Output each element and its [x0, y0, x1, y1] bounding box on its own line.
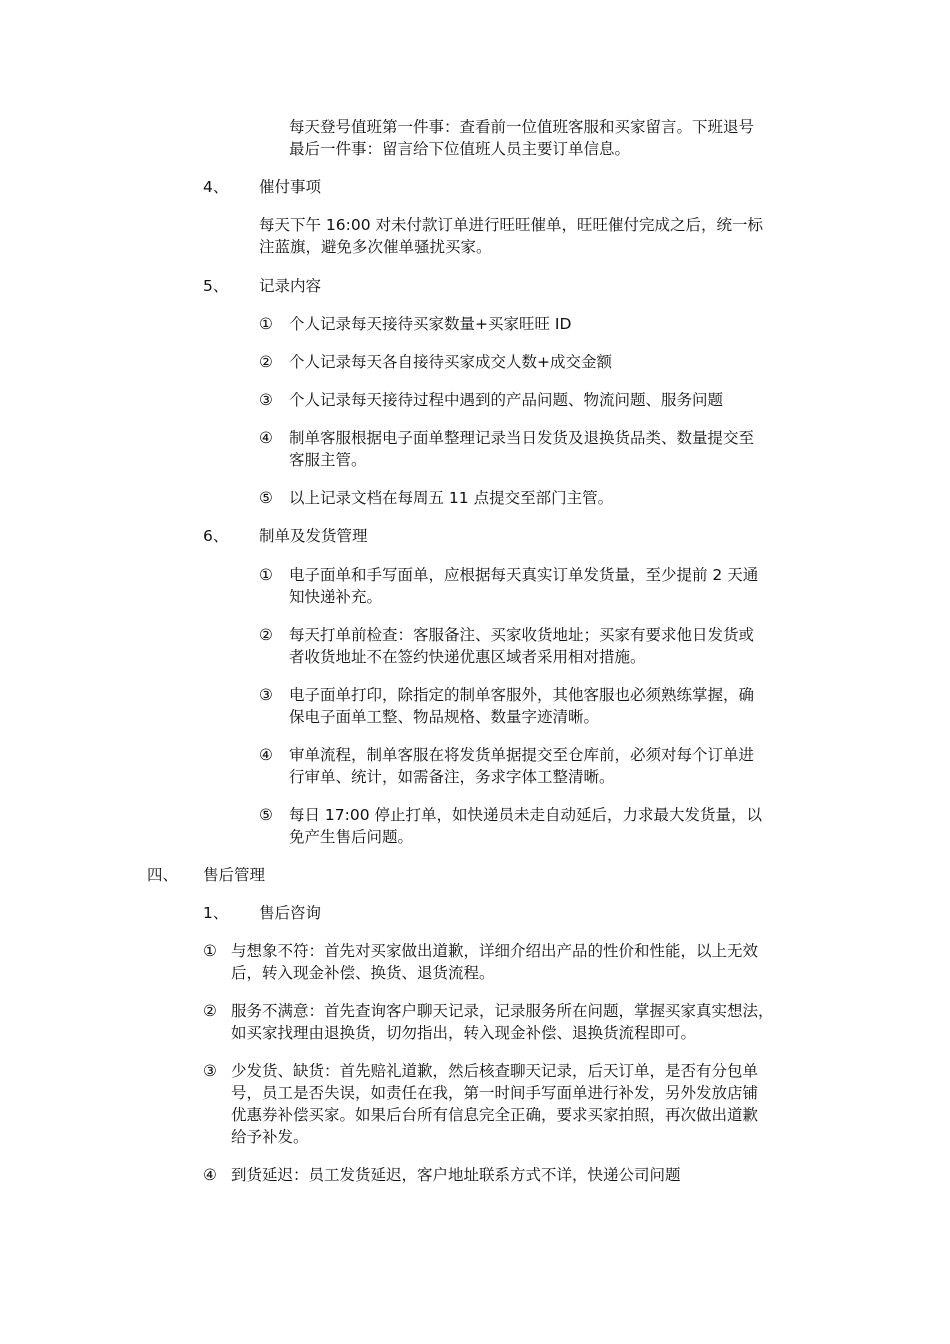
text-line: 者收货地址不在签约快递优惠区域者采用相对措施。	[289, 648, 646, 666]
section-paragraph	[259, 214, 829, 258]
text-line: 审单流程，制单客服在将发货单据提交至仓库前，必须对每个订单进	[289, 746, 755, 764]
list-item	[289, 684, 829, 728]
list-marker: ④	[203, 1166, 217, 1184]
section-number: 5、	[203, 277, 229, 295]
text-line: 后，转入现金补偿、换货、退货流程。	[231, 964, 495, 982]
text-line: 每日 17:00 停止打单，如快递员未走自动延后，力求最大发货量，以	[289, 806, 763, 824]
text-line: 知快递补充。	[289, 588, 383, 606]
chapter-heading: 售后管理	[203, 866, 266, 884]
section-number: 6、	[203, 527, 229, 545]
text-line: 如买家找理由退换货，切勿指出，转入现金补偿、退换货流程即可。	[231, 1024, 697, 1042]
text-line: 注蓝旗，避免多次催单骚扰买家。	[259, 238, 492, 256]
list-item	[289, 624, 829, 668]
text-line: 保电子面单工整、物品规格、数量字迹清晰。	[289, 708, 600, 726]
list-marker: ③	[259, 686, 273, 704]
text-line: 客服主管。	[289, 451, 367, 469]
list-item	[289, 487, 829, 509]
section-heading: 制单及发货管理	[259, 527, 368, 545]
list-marker: ②	[259, 353, 273, 371]
section-number: 4、	[203, 178, 229, 196]
list-marker: ④	[259, 429, 273, 447]
text-line: 少发货、缺货：首先赔礼道歉，然后核查聊天记录，后天订单，是否有分包单	[231, 1062, 759, 1080]
text-line: 电子面单打印，除指定的制单客服外，其他客服也必须熟练掌握，确	[289, 686, 755, 704]
list-marker: ②	[203, 1002, 217, 1020]
list-marker: ⑤	[259, 489, 273, 507]
list-item	[289, 389, 829, 411]
list-item	[289, 744, 829, 788]
list-item	[289, 804, 829, 848]
list-item	[289, 313, 829, 335]
subsection-heading: 售后咨询	[259, 904, 322, 922]
list-item	[231, 1164, 831, 1186]
section-heading: 催付事项	[259, 178, 322, 196]
list-marker: ①	[203, 942, 217, 960]
text-line: 个人记录每天接待过程中遇到的产品问题、物流问题、服务问题	[289, 391, 724, 409]
list-marker: ③	[203, 1062, 217, 1080]
text-line: 给予补发。	[231, 1128, 309, 1146]
text-line: 以上记录文档在每周五 11 点提交至部门主管。	[289, 489, 614, 507]
text-line: 制单客服根据电子面单整理记录当日发货及退换货品类、数量提交至	[289, 429, 755, 447]
list-marker: ③	[259, 391, 273, 409]
text-line: 优惠券补偿买家。如果后台所有信息完全正确，要求买家拍照，再次做出道歉	[231, 1106, 759, 1124]
text-line: 每天打单前检查：客服备注、买家收货地址；买家有要求他日发货或	[289, 626, 755, 644]
list-marker: ⑤	[259, 806, 273, 824]
text-line: 与想象不符：首先对买家做出道歉，详细介绍出产品的性价和性能，以上无效	[231, 942, 759, 960]
subsection-number: 1、	[203, 904, 229, 922]
chapter-number: 四、	[147, 866, 179, 884]
list-item	[231, 940, 831, 984]
list-marker: ④	[259, 746, 273, 764]
text-line: 个人记录每天各自接待买家成交人数+成交金额	[289, 353, 612, 371]
list-item	[289, 351, 829, 373]
list-marker: ①	[259, 566, 273, 584]
list-item	[289, 564, 829, 608]
text-line: 个人记录每天接待买家数量+买家旺旺 ID	[289, 315, 572, 333]
text-line: 服务不满意：首先查询客户聊天记录，记录服务所在问题，掌握买家真实想法，	[231, 1002, 774, 1020]
text-line: 号，员工是否失误，如责任在我，第一时间手写面单进行补发，另外发放店铺	[231, 1084, 759, 1102]
text-line: 行审单、统计，如需备注，务求字体工整清晰。	[289, 768, 615, 786]
list-item	[289, 427, 829, 471]
text-line: 每天登号值班第一件事：查看前一位值班客服和买家留言。下班退号	[289, 118, 755, 136]
text-line: 到货延迟：员工发货延迟，客户地址联系方式不详，快递公司问题	[231, 1166, 681, 1184]
list-marker: ②	[259, 626, 273, 644]
list-item	[231, 1060, 831, 1148]
list-marker: ①	[259, 315, 273, 333]
text-line: 免产生售后问题。	[289, 828, 414, 846]
text-line: 每天下午 16:00 对未付款订单进行旺旺催单，旺旺催付完成之后，统一标	[259, 216, 764, 234]
intro-paragraph	[289, 116, 829, 160]
text-line: 电子面单和手写面单，应根据每天真实订单发货量，至少提前 2 天通	[289, 566, 759, 584]
list-item	[231, 1000, 831, 1044]
section-heading: 记录内容	[259, 277, 322, 295]
text-line: 最后一件事：留言给下位值班人员主要订单信息。	[289, 140, 631, 158]
